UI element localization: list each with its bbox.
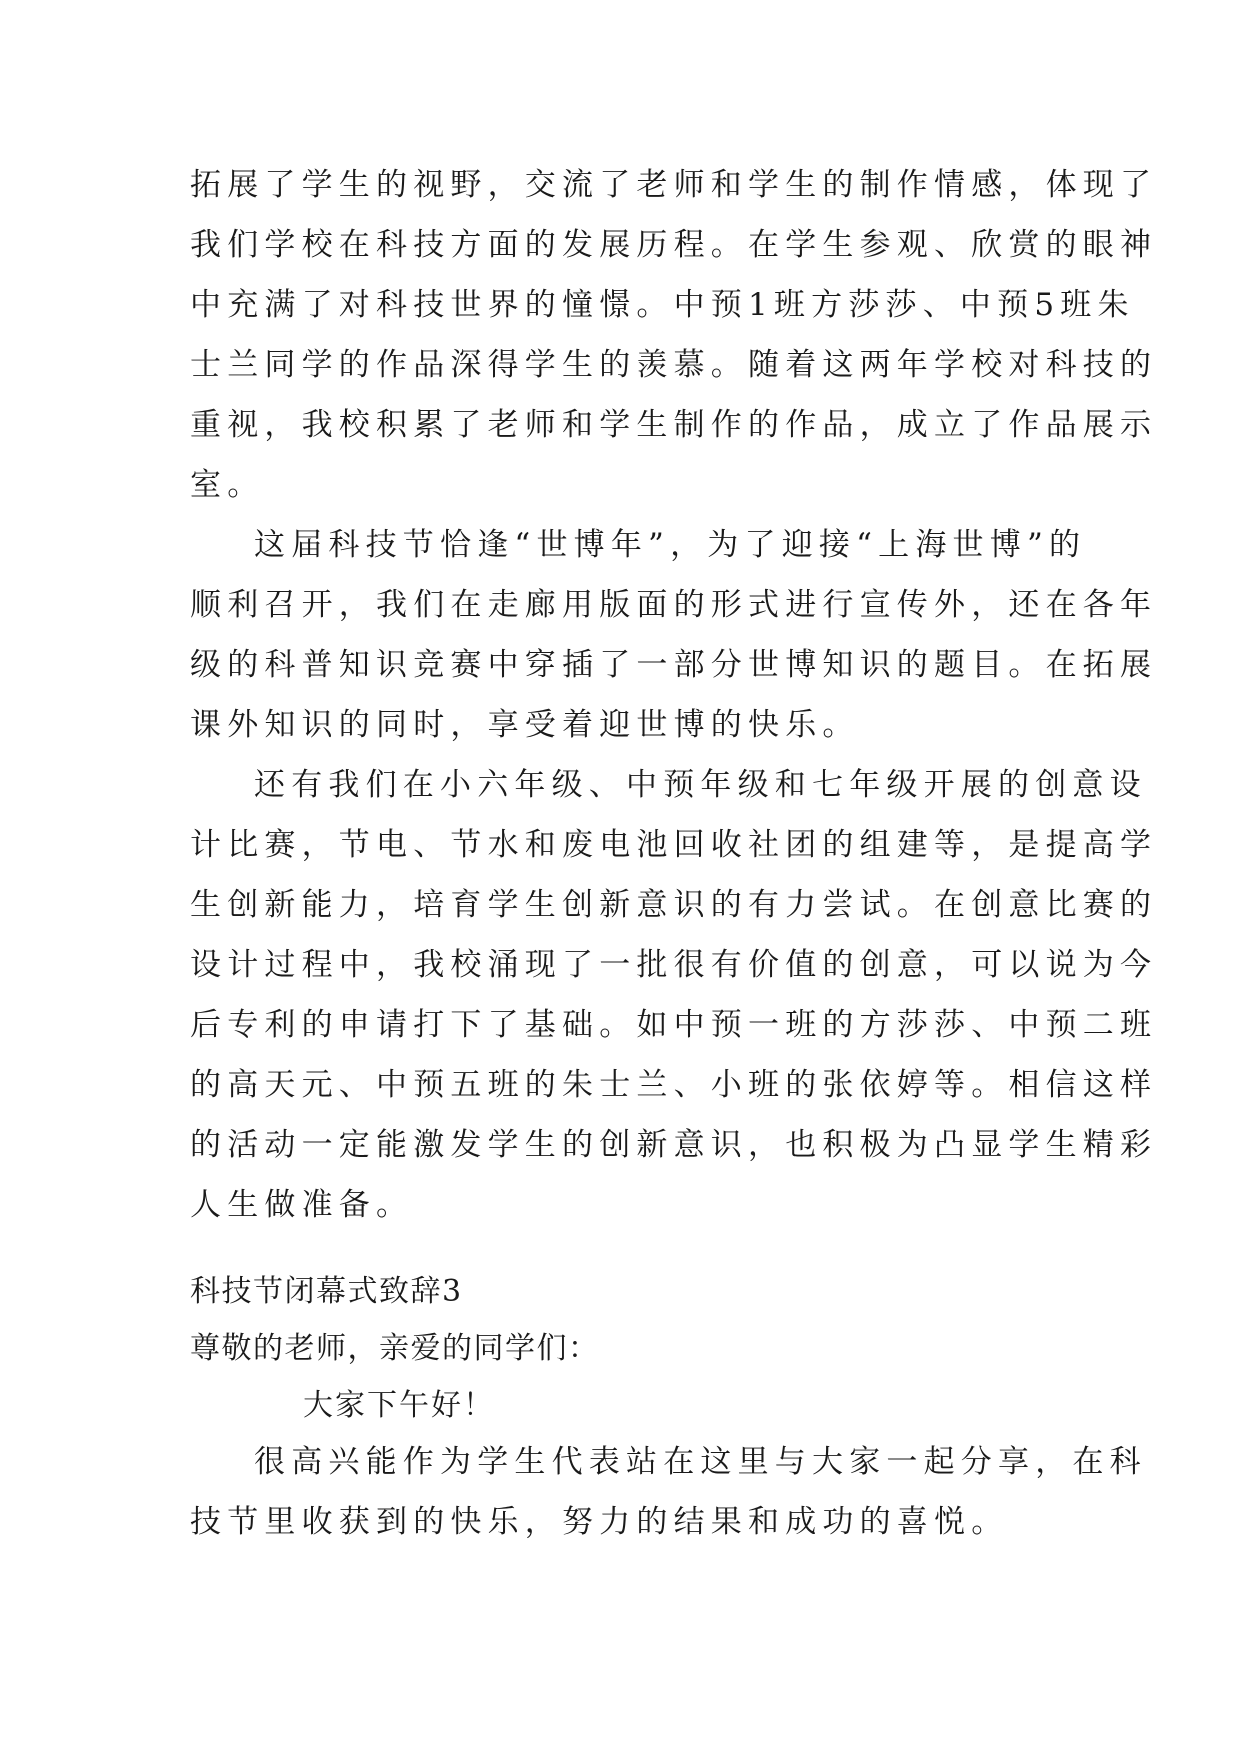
paragraph-line: 士兰同学的作品深得学生的羡慕。随着这两年学校对科技的 [190,347,1158,383]
paragraph-line: 技节里收获到的快乐，努力的结果和成功的喜悦。 [190,1504,1009,1540]
paragraph-line: 中充满了对科技世界的憧憬。中预1班方莎莎、中预5班朱 [190,287,1135,323]
body-text-lower [190,1432,1147,1552]
paragraph-line: 级的科普知识竞赛中穿插了一部分世博知识的题目。在拓展 [190,647,1158,683]
paragraph-line: 计比赛，节电、节水和废电池回收社团的组建等，是提高学 [190,827,1158,863]
paragraph-line: 重视，我校积累了老师和学生制作的作品，成立了作品展示 [190,407,1158,443]
paragraph-line: 后专利的申请打下了基础。如中预一班的方莎莎、中预二班 [190,1007,1158,1043]
paragraph-line: 拓展了学生的视野，交流了老师和学生的制作情感，体现了 [190,167,1158,203]
paragraph-line: 课外知识的同时，享受着迎世博的快乐。 [190,707,860,743]
paragraph-line: 顺利召开，我们在走廊用版面的形式进行宣传外，还在各年 [190,587,1158,623]
paragraph-line: 我们学校在科技方面的发展历程。在学生参观、欣赏的眼神 [190,227,1158,263]
paragraph-line: 还有我们在小六年级、中预年级和七年级开展的创意设 [254,767,1147,803]
greeting: 大家下午好！ [303,1388,495,1423]
paragraph-line: 室。 [190,467,265,503]
paragraph-line: 生创新能力，培育学生创新意识的有力尝试。在创意比赛的 [190,887,1158,923]
section-title: 科技节闭幕式致辞3 [190,1274,463,1309]
salutation: 尊敬的老师，亲爱的同学们： [190,1331,600,1366]
body-text-upper [190,155,1158,1235]
paragraph-line: 的高天元、中预五班的朱士兰、小班的张依婷等。相信这样 [190,1067,1158,1103]
paragraph-line: 这届科技节恰逢“世博年”，为了迎接“上海世博”的 [254,527,1087,563]
paragraph-line: 的活动一定能激发学生的创新意识，也积极为凸显学生精彩 [190,1127,1158,1163]
paragraph-line: 设计过程中，我校涌现了一批很有价值的创意，可以说为今 [190,947,1158,983]
paragraph-line: 人生做准备。 [190,1187,414,1223]
section-header [190,1263,1070,1434]
paragraph-line: 很高兴能作为学生代表站在这里与大家一起分享，在科 [254,1444,1147,1480]
